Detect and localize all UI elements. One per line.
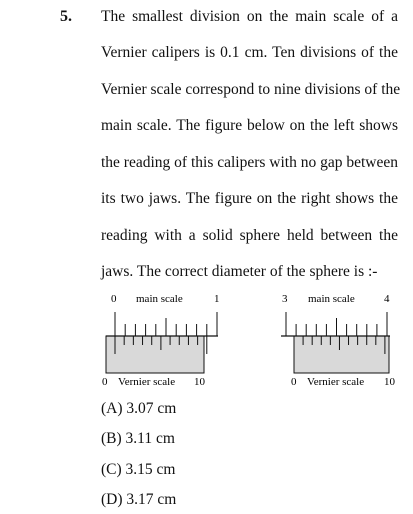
question-number: 5.: [60, 8, 72, 25]
option-d[interactable]: (D) 3.17 cm: [101, 491, 177, 508]
vernier-end-label-right: 10: [384, 376, 395, 388]
option-b[interactable]: (B) 3.11 cm: [101, 430, 175, 447]
vernier-end-label-left: 10: [194, 376, 205, 388]
vernier-title-right: Vernier scale: [307, 376, 365, 388]
option-a[interactable]: (A) 3.07 cm: [101, 400, 177, 417]
vernier-title-left: Vernier scale: [118, 376, 176, 388]
main-scale-title-right: main scale: [308, 293, 355, 305]
caliper-figure-right: [278, 290, 408, 390]
question-line-6: its two jaws. The figure on the right shows the: [101, 190, 398, 207]
main-scale-title-left: main scale: [136, 293, 183, 305]
question-line-1: The smallest division on the main scale of a: [101, 8, 398, 25]
main-scale-end-label-right: 4: [384, 293, 390, 305]
vernier-plate-left: [106, 336, 204, 373]
question-line-5: the reading of this calipers with no gap between: [101, 154, 398, 171]
question-line-7: reading with a solid sphere held between the: [101, 227, 398, 244]
caliper-figure-left: [98, 290, 228, 390]
vernier-plate-right: [294, 336, 389, 373]
main-scale-start-label-left: 0: [111, 293, 117, 305]
vernier-start-label-left: 0: [102, 376, 108, 388]
question-line-4: main scale. The figure below on the left shows: [101, 117, 398, 134]
main-scale-end-label-left: 1: [214, 293, 220, 305]
main-scale-start-label-right: 3: [282, 293, 288, 305]
question-line-3: Vernier scale correspond to nine divisions of the: [101, 81, 401, 98]
main-scale-ticks-right: [296, 318, 377, 336]
question-line-2: Vernier calipers is 0.1 cm. Ten divisions of the: [101, 44, 398, 61]
option-c[interactable]: (C) 3.15 cm: [101, 461, 176, 478]
main-scale-ticks-left: [125, 318, 207, 336]
vernier-start-label-right: 0: [291, 376, 297, 388]
question-line-8: jaws. The correct diameter of the sphere is :-: [101, 263, 378, 280]
